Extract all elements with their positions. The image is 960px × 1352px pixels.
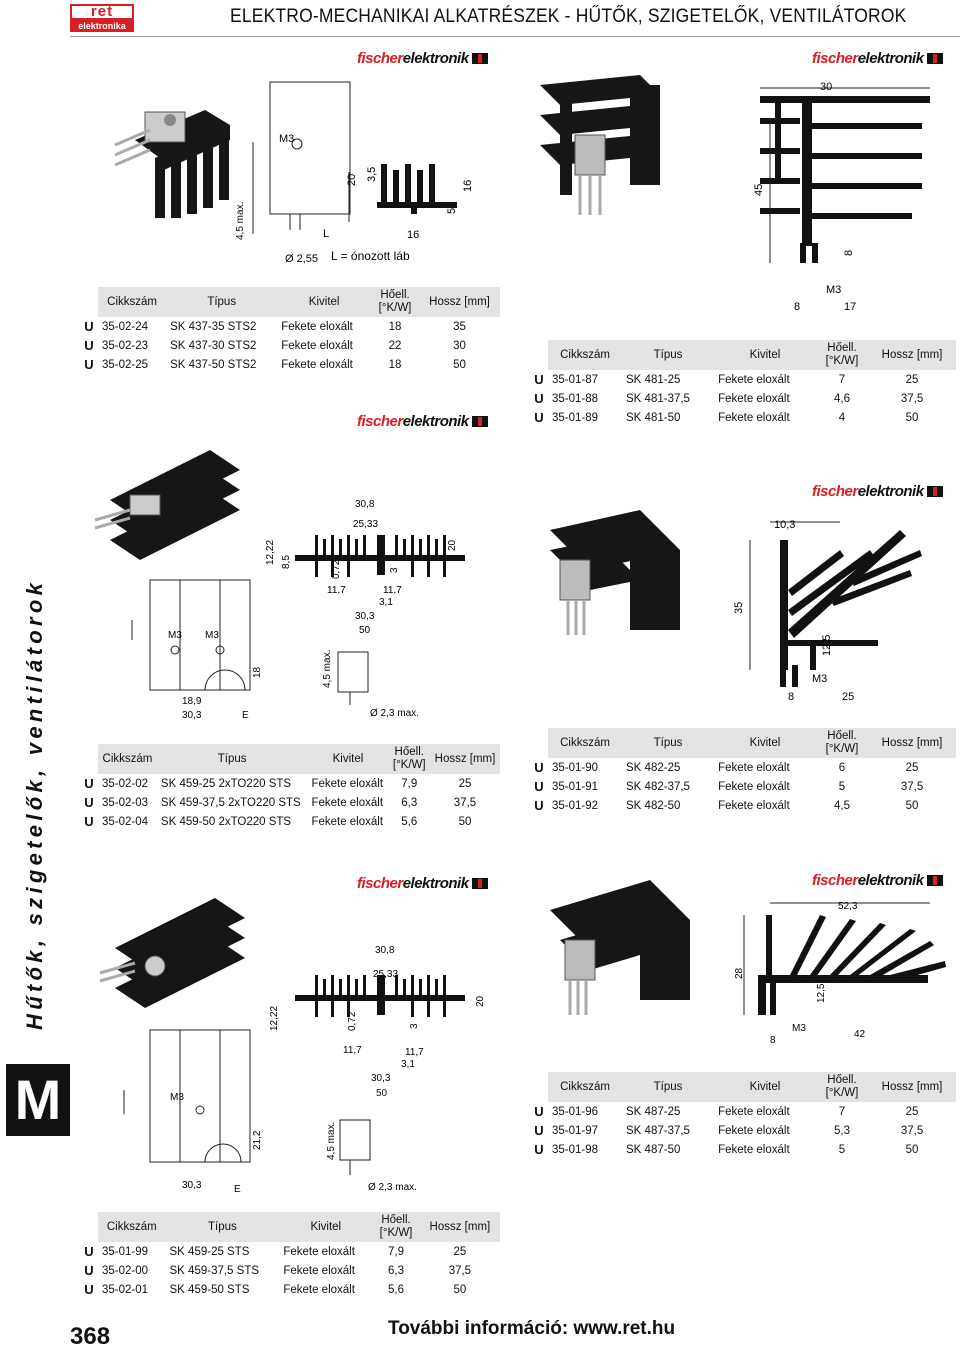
- dim-label: 30,8: [355, 499, 375, 510]
- drawing-sk482: [730, 510, 940, 710]
- col-header-type: Típus: [622, 1072, 714, 1102]
- brand-part2: elektronik: [402, 413, 469, 430]
- table-row: U 35-02-04 SK 459-50 2xTO220 STS Fekete eloxált 5,6 50: [84, 814, 472, 829]
- dim-label: 12,5: [816, 983, 827, 1003]
- dim-label: E: [234, 1184, 241, 1195]
- dim-label: 8: [788, 691, 795, 703]
- dim-label: 3,1: [379, 597, 393, 608]
- dim-label: 25,33: [373, 969, 399, 980]
- dim-label: 11,7: [405, 1047, 424, 1058]
- col-header-code: Cikkszám: [548, 1072, 622, 1102]
- product-photo-sk437: [95, 70, 245, 230]
- table-row: U 35-02-01 SK 459-50 STS Fekete eloxált 5,6 50: [84, 1282, 467, 1297]
- col-header-type: Típus: [622, 340, 714, 370]
- dim-label: 16: [407, 229, 420, 241]
- table-row: U 35-01-90 SK 482-25 Fekete eloxált 6 25: [534, 760, 919, 775]
- dim-label: 45: [753, 183, 765, 196]
- dim-label: 20: [447, 539, 458, 551]
- brand-logo: [812, 483, 943, 500]
- col-header-length: Hossz [mm]: [868, 340, 956, 370]
- col-header-code: Cikkszám: [98, 1212, 166, 1242]
- dim-label: M3: [812, 673, 828, 685]
- drawing-sk487: [730, 895, 955, 1045]
- col-header-code: Cikkszám: [548, 728, 622, 758]
- brand-part1: fischer: [357, 50, 403, 67]
- dim-label: 20: [475, 995, 486, 1007]
- brand-flag-icon: [927, 875, 943, 886]
- col-header-finish: Kivitel: [307, 744, 388, 774]
- brand-logo: [812, 872, 943, 889]
- dim-label: 17: [844, 301, 857, 313]
- table-row: U 35-01-96 SK 487-25 Fekete eloxált 7 25: [534, 1104, 919, 1119]
- col-header-type: Típus: [166, 287, 277, 317]
- table-row: U 35-01-89 SK 481-50 Fekete eloxált 4 50: [534, 410, 919, 425]
- page-title: ELEKTRO-MECHANIKAI ALKATRÉSZEK - HŰTŐK, SZIGETELŐK, VENTILÁTOROK: [230, 6, 907, 27]
- dim-label: 35: [733, 601, 745, 614]
- col-header-length: Hossz [mm]: [868, 1072, 956, 1102]
- brand-part1: fischer: [812, 50, 858, 67]
- dim-label: 42: [854, 1029, 866, 1040]
- logo-top-text: ret: [70, 4, 134, 20]
- col-header-finish: Kivitel: [714, 340, 816, 370]
- table-row: U 35-02-02 SK 459-25 2xTO220 STS Fekete eloxált 7,9 25: [84, 776, 472, 791]
- dim-label: 3: [389, 567, 400, 573]
- col-header-length: Hossz [mm]: [420, 1212, 500, 1242]
- dim-label: 30,3: [355, 611, 375, 622]
- dim-label: L: [323, 228, 330, 240]
- col-header-finish: Kivitel: [714, 728, 816, 758]
- brand-part2: elektronik: [857, 872, 924, 889]
- dim-label: E: [242, 710, 249, 721]
- dim-label: 20: [346, 173, 358, 186]
- drawing-sk459-sts-front: [110, 1030, 430, 1195]
- col-header-finish: Kivitel: [279, 1212, 372, 1242]
- dim-label: 12,22: [265, 539, 276, 565]
- table-row: U 35-02-24 SK 437-35 STS2 Fekete eloxált 18 35: [84, 319, 466, 334]
- product-photo-sk487: [540, 880, 700, 1020]
- spec-table-sk482: [530, 728, 956, 815]
- dim-label: M3: [170, 1092, 184, 1103]
- dim-label: 18: [252, 666, 263, 678]
- dim-label: 30,3: [182, 1180, 202, 1191]
- dim-label: 12,5: [821, 634, 833, 656]
- brand-flag-icon: [927, 53, 943, 64]
- logo-bottom-text: elektronika: [70, 20, 134, 32]
- dim-label: 8: [770, 1035, 776, 1046]
- dim-label: Ø 2,3 max.: [368, 1182, 417, 1193]
- dim-label: 16: [462, 179, 474, 192]
- col-header-type: Típus: [157, 744, 308, 774]
- brand-logo: [357, 875, 488, 892]
- dim-label: 11,7: [343, 1045, 362, 1056]
- brand-logo: [357, 413, 488, 430]
- section-letter-badge: M: [6, 1064, 70, 1136]
- side-category-label: Hűtők, szigetelők, ventilátorok: [22, 578, 47, 1030]
- drawing-sk459-front: [120, 580, 440, 720]
- dim-label: 4,5 max.: [235, 201, 246, 240]
- col-header-length: Hossz [mm]: [430, 744, 500, 774]
- dim-label: M3: [826, 284, 842, 296]
- footer-info: További információ: www.ret.hu: [388, 1318, 676, 1339]
- col-header-thermal: Hőell. [°K/W]: [816, 340, 868, 370]
- dim-label: 50: [359, 625, 371, 636]
- product-photo-sk482: [540, 510, 690, 640]
- brand-part1: fischer: [812, 872, 858, 889]
- spec-table-sk481: [530, 340, 956, 427]
- dim-label: 11,7: [327, 585, 346, 596]
- dim-label: 0,72: [347, 1011, 358, 1031]
- dim-label: 30,3: [371, 1073, 391, 1084]
- spec-table-sk437: [80, 287, 500, 374]
- spec-table-sk459: [80, 1212, 500, 1299]
- dim-label: 21,2: [252, 1130, 263, 1150]
- col-header-length: Hossz [mm]: [419, 287, 500, 317]
- dim-label: 28: [734, 967, 745, 979]
- spec-table-sk487: [530, 1072, 956, 1159]
- col-header-thermal: Hőell. [°K/W]: [816, 1072, 868, 1102]
- col-header-thermal: Hőell. [°K/W]: [371, 287, 419, 317]
- table-row: U 35-01-97 SK 487-37,5 Fekete eloxált 5,3 37,5: [534, 1123, 924, 1138]
- dim-label: 25: [842, 691, 855, 703]
- drawing-sk437: [225, 82, 485, 272]
- brand-flag-icon: [472, 53, 488, 64]
- table-row: U 35-02-00 SK 459-37,5 STS Fekete eloxált 6,3 37,5: [84, 1263, 472, 1278]
- brand-flag-icon: [472, 416, 488, 427]
- dim-label: 5: [446, 207, 458, 214]
- table-row: U 35-02-25 SK 437-50 STS2 Fekete eloxált 18 50: [84, 357, 466, 372]
- brand-part2: elektronik: [857, 483, 924, 500]
- brand-part1: fischer: [357, 875, 403, 892]
- brand-part1: fischer: [812, 483, 858, 500]
- col-header-code: Cikkszám: [548, 340, 622, 370]
- dim-label: 0,72: [331, 559, 342, 579]
- table-row: U 35-01-98 SK 487-50 Fekete eloxált 5 50: [534, 1142, 919, 1157]
- dim-label: 3,5: [366, 166, 378, 182]
- dim-note: L = ónozott láb: [331, 249, 410, 263]
- table-row: U 35-01-88 SK 481-37,5 Fekete eloxált 4,6 37,5: [534, 391, 924, 406]
- dim-label: Ø 2,55: [285, 253, 319, 265]
- title-divider: [70, 36, 960, 37]
- dim-label: 30,3: [182, 710, 202, 721]
- dim-label: 52,3: [838, 901, 858, 912]
- product-photo-sk459: [95, 888, 250, 1018]
- col-header-thermal: Hőell. [°K/W]: [816, 728, 868, 758]
- brand-flag-icon: [927, 486, 943, 497]
- drawing-sk481: [740, 78, 940, 318]
- table-row: U 35-01-91 SK 482-37,5 Fekete eloxált 5 37,5: [534, 779, 924, 794]
- col-header-length: Hossz [mm]: [868, 728, 956, 758]
- dim-label: 30: [820, 81, 833, 93]
- dim-label: 30,8: [375, 945, 395, 956]
- dim-label: M3: [792, 1023, 806, 1034]
- brand-part2: elektronik: [402, 50, 469, 67]
- dim-label: 8,5: [281, 555, 292, 569]
- product-photo-sk459-2x: [90, 440, 250, 570]
- col-header-type: Típus: [622, 728, 714, 758]
- product-photo-sk481: [530, 75, 670, 225]
- table-row: U 35-01-87 SK 481-25 Fekete eloxált 7 25: [534, 372, 919, 387]
- dim-label: 50: [376, 1088, 388, 1099]
- table-row: U 35-02-03 SK 459-37,5 2xTO220 STS Fekete eloxált 6,3 37,5: [84, 795, 477, 810]
- dim-label: 18,9: [182, 696, 202, 707]
- table-row: U 35-02-23 SK 437-30 STS2 Fekete eloxált 22 30: [84, 338, 466, 353]
- dim-label: M3: [205, 630, 219, 641]
- col-header-code: Cikkszám: [98, 744, 157, 774]
- col-header-finish: Kivitel: [277, 287, 371, 317]
- dim-label: M3: [168, 630, 182, 641]
- table-row: U 35-01-99 SK 459-25 STS Fekete eloxált 7,9 25: [84, 1244, 467, 1259]
- col-header-thermal: Hőell. [°K/W]: [372, 1212, 420, 1242]
- brand-flag-icon: [472, 878, 488, 889]
- col-header-thermal: Hőell. [°K/W]: [389, 744, 430, 774]
- dim-label: 10,3: [774, 519, 796, 531]
- dim-label: 3,1: [401, 1059, 415, 1070]
- dim-label: 4,5 max.: [326, 1121, 337, 1160]
- dim-label: 12,22: [269, 1005, 280, 1031]
- dim-label: 4,5 max.: [322, 649, 333, 688]
- col-header-finish: Kivitel: [714, 1072, 816, 1102]
- brand-logo: [357, 50, 488, 67]
- dim-label: M3: [279, 133, 295, 145]
- brand-part1: fischer: [357, 413, 403, 430]
- brand-part2: elektronik: [402, 875, 469, 892]
- dim-label: 8: [843, 249, 855, 256]
- table-row: U 35-01-92 SK 482-50 Fekete eloxált 4,5 50: [534, 798, 919, 813]
- page-number: 368: [70, 1323, 111, 1350]
- brand-part2: elektronik: [857, 50, 924, 67]
- dim-label: Ø 2,3 max.: [370, 708, 419, 719]
- spec-table-sk459-2x: [80, 744, 500, 831]
- col-header-code: Cikkszám: [98, 287, 166, 317]
- col-header-type: Típus: [166, 1212, 280, 1242]
- dim-label: 11,7: [383, 585, 402, 596]
- dim-label: 25,33: [353, 519, 379, 530]
- dim-label: 8: [794, 301, 801, 313]
- ret-logo: [70, 4, 134, 34]
- brand-logo: [812, 50, 943, 67]
- dim-label: 3: [409, 1023, 420, 1029]
